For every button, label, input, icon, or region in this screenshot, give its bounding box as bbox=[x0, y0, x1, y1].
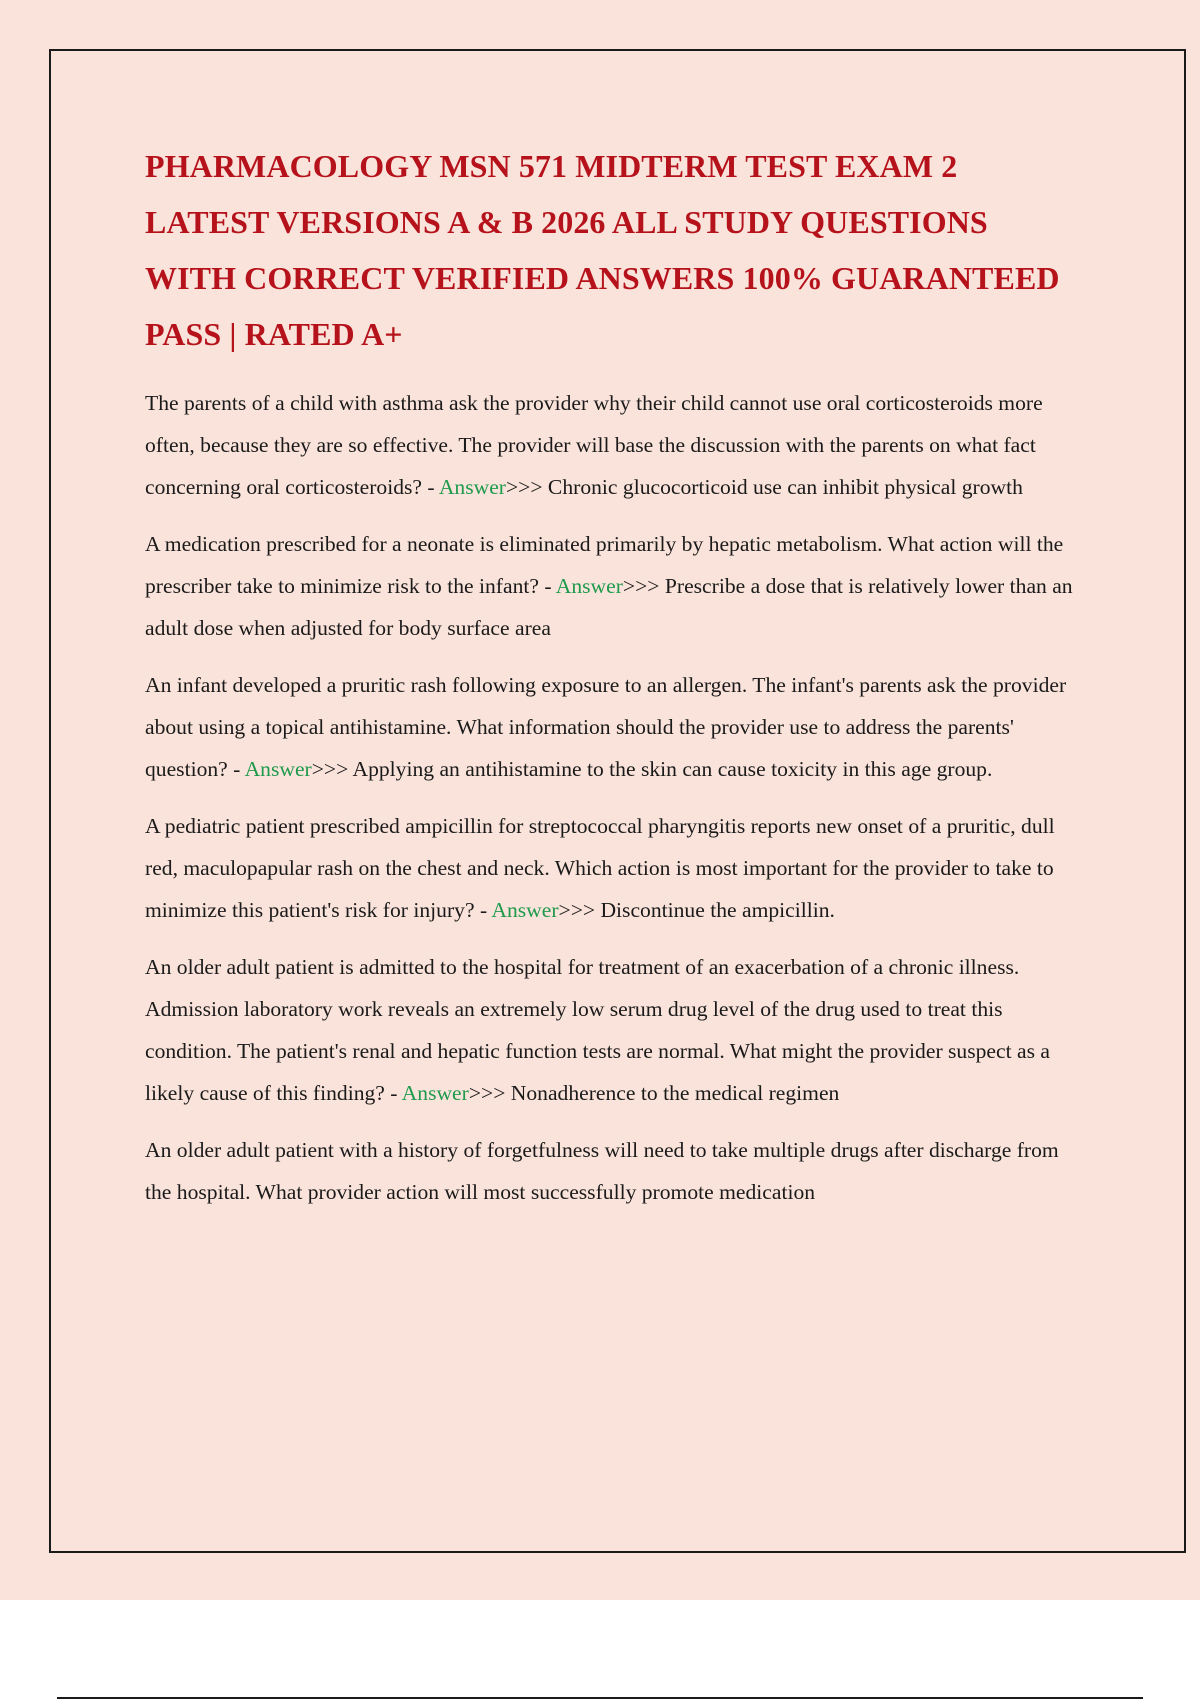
answer-text: Applying an antihistamine to the skin can cause toxicity in this age group. bbox=[348, 757, 993, 781]
question-text: An infant developed a pruritic rash following exposure to an allergen. The infant's parents ask the provider about using a topical antihistamine. What information should the provider use to address the parents' question? bbox=[145, 673, 1067, 781]
qa-item bbox=[145, 382, 1085, 508]
footer-divider bbox=[57, 1697, 1143, 1699]
qa-item bbox=[145, 805, 1085, 931]
qa-item bbox=[145, 946, 1085, 1114]
question-text: The parents of a child with asthma ask the provider why their child cannot use oral corticosteroids more often, because they are so effective. The provider will base the discussion with the parents on what fact concerning oral corticosteroids? bbox=[145, 391, 1043, 499]
answer-arrow: >>> bbox=[558, 898, 596, 922]
answer-text: Discontinue the ampicillin. bbox=[595, 898, 835, 922]
qa-item bbox=[145, 664, 1085, 790]
separator: - bbox=[474, 898, 492, 922]
answer-label: Answer bbox=[244, 757, 312, 781]
question-text: A pediatric patient prescribed ampicillin for streptococcal pharyngitis reports new onset of a pruritic, dull red, maculopapular rash on the chest and neck. Which action is most important for the provider to take to minimize this patient's risk for injury? bbox=[145, 814, 1055, 922]
separator: - bbox=[227, 757, 245, 781]
separator: - bbox=[538, 574, 556, 598]
answer-label: Answer bbox=[438, 475, 506, 499]
separator: - bbox=[422, 475, 439, 499]
question-text: A medication prescribed for a neonate is eliminated primarily by hepatic metabolism. What action will the prescriber take to minimize risk to the infant? bbox=[145, 532, 1064, 598]
answer-label: Answer bbox=[401, 1081, 469, 1105]
trailing-question-text: An older adult patient with a history of forgetfulness will need to take multiple drugs after discharge from the hospital. What provider action will most successfully promote medication bbox=[145, 1138, 1059, 1204]
answer-label: Answer bbox=[491, 898, 559, 922]
question-text: An older adult patient is admitted to the hospital for treatment of an exacerbation of a chronic illness. Admission laboratory work reveals an extremely low serum drug level of the drug used to treat this condition. The patient's renal and hepatic function tests are normal. What might the provider suspect as a likely cause of this finding? bbox=[145, 955, 1050, 1105]
document-body bbox=[145, 138, 1085, 1228]
answer-text: Nonadherence to the medical regimen bbox=[505, 1081, 840, 1105]
answer-arrow: >>> bbox=[311, 757, 349, 781]
document-title: PHARMACOLOGY MSN 571 MIDTERM TEST EXAM 2 LATEST VERSIONS A & B 2026 ALL STUDY QUESTIONS WITH CORRECT VERIFIED ANSWERS 100% GUARANTEED PASS | RATED A+ bbox=[145, 148, 1060, 352]
answer-arrow: >>> bbox=[505, 475, 543, 499]
answer-text: Chronic glucocorticoid use can inhibit physical growth bbox=[542, 475, 1023, 499]
answer-arrow: >>> bbox=[468, 1081, 506, 1105]
qa-item bbox=[145, 523, 1085, 649]
separator: - bbox=[384, 1081, 402, 1105]
answer-text: Prescribe a dose that is relatively lower than an adult dose when adjusted for body surface area bbox=[145, 574, 1073, 640]
answer-arrow: >>> bbox=[622, 574, 660, 598]
answer-label: Answer bbox=[555, 574, 623, 598]
